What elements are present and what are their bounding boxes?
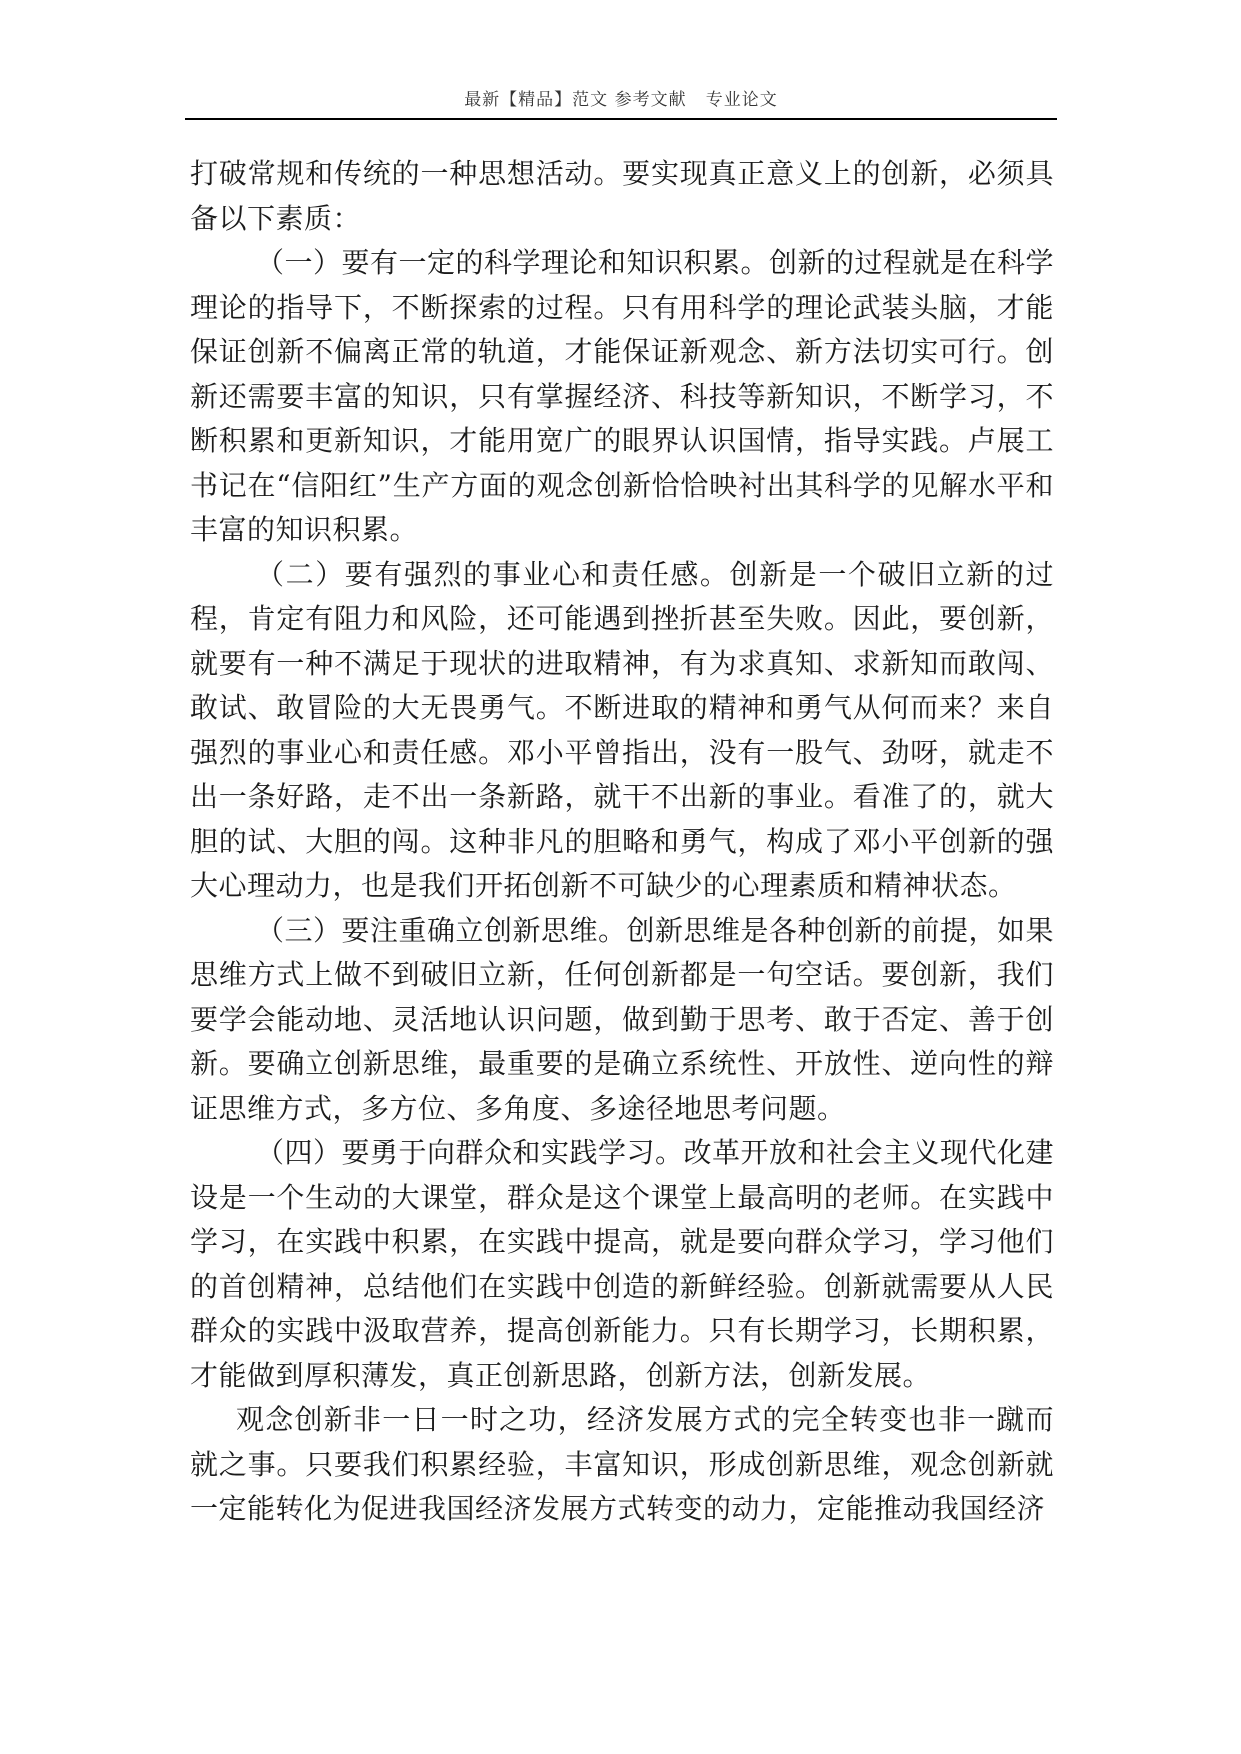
paragraph-conclusion: 观念创新非一日一时之功，经济发展方式的完全转变也非一蹴而就之事。只要我们积累经验，丰富知识，形成创新思维，观念创新就一定能转化为促进我国经济发展方式转变的动力，定能推动我国经济: [190, 1403, 1054, 1525]
paragraph-point-4: （四）要勇于向群众和实践学习。改革开放和社会主义现代化建设是一个生动的大课堂，群众是这个课堂上最高明的老师。在实践中学习，在实践中积累，在实践中提高，就是要向群众学习，学习他们的首创精神，总结他们在实践中创造的新鲜经验。创新就需要从人民群众的实践中汲取营养，提高创新能力。只有长期学习，长期积累，才能做到厚积薄发，真正创新思路，创新方法，创新发展。: [190, 1136, 1055, 1392]
document-body: [190, 152, 1054, 1532]
page-header: 最新【精品】范文 参考文献 专业论文: [185, 88, 1057, 120]
paragraph-point-3: （三）要注重确立创新思维。创新思维是各种创新的前提，如果思维方式上做不到破旧立新，任何创新都是一句空话。要创新，我们要学会能动地、灵活地认识问题，做到勤于思考、敢于否定、善于创新。要确立创新思维，最重要的是确立系统性、开放性、逆向性的辩证思维方式，多方位、多角度、多途径地思考问题。: [190, 913, 1055, 1125]
paragraph-point-2: （二）要有强烈的事业心和责任感。创新是一个破旧立新的过程，肯定有阻力和风险，还可能遇到挫折甚至失败。因此，要创新，就要有一种不满足于现状的进取精神，有为求真知、求新知而敢闯、敢试、敢冒险的大无畏勇气。不断进取的精神和勇气从何而来？来自强烈的事业心和责任感。邓小平曾指出，没有一股气、劲呀，就走不出一条好路，走不出一条新路，就干不出新的事业。看准了的，就大胆的试、大胆的闯。这种非凡的胆略和勇气，构成了邓小平创新的强大心理动力，也是我们开拓创新不可缺少的心理素质和精神状态。: [190, 557, 1054, 902]
paragraph-intro: 打破常规和传统的一种思想活动。要实现真正意义上的创新，必须具备以下素质：: [190, 157, 1054, 235]
paragraph-point-1: （一）要有一定的科学理论和知识积累。创新的过程就是在科学理论的指导下，不断探索的过程。只有用科学的理论武装头脑，才能保证创新不偏离正常的轨道，才能保证新观念、新方法切实可行。创新还需要丰富的知识，只有掌握经济、科技等新知识，不断学习，不断积累和更新知识，才能用宽广的眼界认识国情，指导实践。卢展工书记在“信阳红”生产方面的观念创新恰恰映衬出其科学的见解水平和丰富的知识积累。: [190, 246, 1055, 546]
